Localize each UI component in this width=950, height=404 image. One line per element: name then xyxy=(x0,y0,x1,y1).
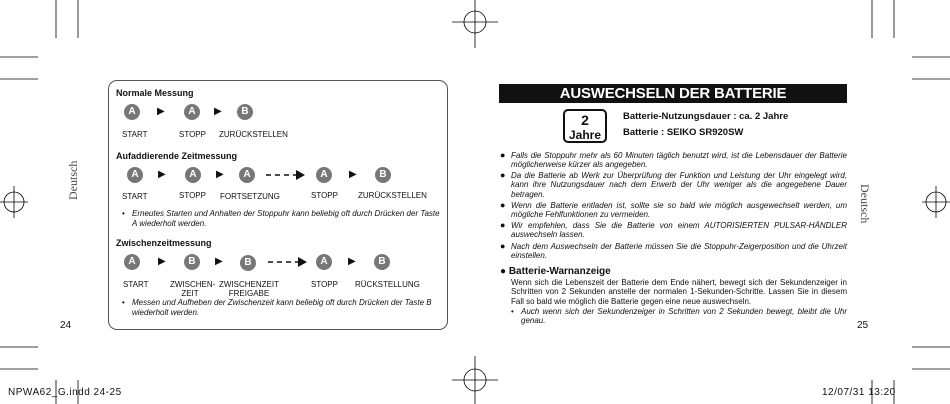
warning-text: Wenn sich die Lebenszeit der Batterie dem Ende nähert, bewegt sich der Sekundenzeiger in Schritten von 2 Sekunden anstelle der normalen 1-Sekunden-Schritte. Lassen Sie in diesem Fall so bald wie möglich die Batterie gegen eine neue auswechseln. xyxy=(511,278,847,306)
button-a-icon: A xyxy=(124,104,140,120)
bullet-item: ● Falls die Stoppuhr mehr als 60 Minuten täglich benutzt wird, ist die Lebensdauer der Batterie möglicherweise kürzer als angegeben. xyxy=(500,150,847,170)
step-label: STOPP xyxy=(311,191,338,200)
arrow-icon: ▶ xyxy=(158,256,166,267)
warning-note: • Auch wenn sich der Sekundenzeiger in Schritten von 2 Sekunden bewegt, bleibt die Uhr genau. xyxy=(511,307,847,326)
bullet-item: ● Wir empfehlen, dass Sie die Batterie von einem AUTORISIERTEN PULSAR-HÄNDLER auswechseln lassen. xyxy=(500,220,847,240)
bullet-item: ● Nach dem Auswechseln der Batterie müssen Sie die Stoppuhr-Zeigerposition und die Uhrzeit einstellen. xyxy=(500,241,847,261)
arrow-icon: ▶ xyxy=(215,256,223,267)
dashed-arrow-icon xyxy=(264,167,306,183)
button-a-icon: A xyxy=(239,167,255,183)
section-title-cumulative: Aufaddierende Zeitmessung xyxy=(116,151,238,161)
button-b-icon: B xyxy=(375,167,391,183)
bullet-item: ● Da die Batterie ab Werk zur Überprüfung der Funktion und Leistung der Uhr eingelegt wird, kann ihre Nutzungsdauer nach dem Erwerb der Uhr weniger als die angegebene Dauer betragen. xyxy=(500,170,847,199)
battery-type-line: Batterie : SEIKO SR920SW xyxy=(623,127,744,138)
button-a-icon: A xyxy=(316,167,332,183)
side-label-left: Deutsch xyxy=(66,160,80,200)
step-label: START xyxy=(123,280,149,289)
page-number-left: 24 xyxy=(60,320,72,331)
button-b-icon: B xyxy=(184,254,200,270)
step-label: RÜCKSTELLUNG xyxy=(355,280,420,289)
arrow-icon: ▶ xyxy=(214,106,222,117)
step-label: ZURÜCKSTELLEN xyxy=(358,191,427,200)
side-label-right: Deutsch xyxy=(858,184,872,224)
step-label: ZURÜCKSTELLEN xyxy=(219,130,288,139)
step-label: STOPP xyxy=(179,191,206,200)
battery-life-badge: 2 Jahre xyxy=(563,109,607,143)
arrow-icon: ▶ xyxy=(349,169,357,180)
section-title-split: Zwischenzeitmessung xyxy=(116,238,212,248)
warning-heading: ● Batterie-Warnanzeige xyxy=(500,266,611,277)
dashed-arrow-icon xyxy=(266,254,308,270)
arrow-icon: ▶ xyxy=(158,169,166,180)
step-label: FORTSETZUNG xyxy=(220,192,280,201)
step-label: START xyxy=(122,130,148,139)
section-title-normal: Normale Messung xyxy=(116,88,194,98)
footer-file-name: NPWA62_G.indd 24-25 xyxy=(8,387,122,398)
note-cumulative: • Erneutes Starten und Anhalten der Stoppuhr kann beliebig oft durch Drücken der Taste A wiederholt werden. xyxy=(122,209,440,228)
button-a-icon: A xyxy=(127,167,143,183)
step-label: STOPP xyxy=(179,130,206,139)
arrow-icon: ▶ xyxy=(348,256,356,267)
button-b-icon: B xyxy=(374,254,390,270)
step-label: STOPP xyxy=(311,280,338,289)
button-a-icon: A xyxy=(184,104,200,120)
button-a-icon: A xyxy=(185,167,201,183)
button-a-icon: A xyxy=(124,254,140,270)
step-label: ZWISCHENZEIT FREIGABE xyxy=(219,280,279,298)
footer-timestamp: 12/07/31 13:20 xyxy=(822,387,896,398)
battery-life-line: Batterie-Nutzungsdauer : ca. 2 Jahre xyxy=(623,111,789,122)
button-b-icon: B xyxy=(240,255,256,271)
step-label: START xyxy=(122,192,148,201)
page-number-right: 25 xyxy=(857,320,869,331)
section-banner: AUSWECHSELN DER BATTERIE xyxy=(499,84,847,103)
button-a-icon: A xyxy=(316,254,332,270)
arrow-icon: ▶ xyxy=(157,106,165,117)
step-label: ZWISCHEN- ZEIT xyxy=(170,280,216,298)
button-b-icon: B xyxy=(237,104,253,120)
arrow-icon: ▶ xyxy=(216,169,224,180)
bullet-item: ● Wenn die Batterie entladen ist, sollte sie so bald wie möglich ausgewechselt werden, um mögliche Fehlfunktionen zu vermeiden. xyxy=(500,200,847,220)
note-split: • Messen und Aufheben der Zwischenzeit kann beliebig oft durch Drücken der Taste B wiederholt werden. xyxy=(122,298,432,317)
